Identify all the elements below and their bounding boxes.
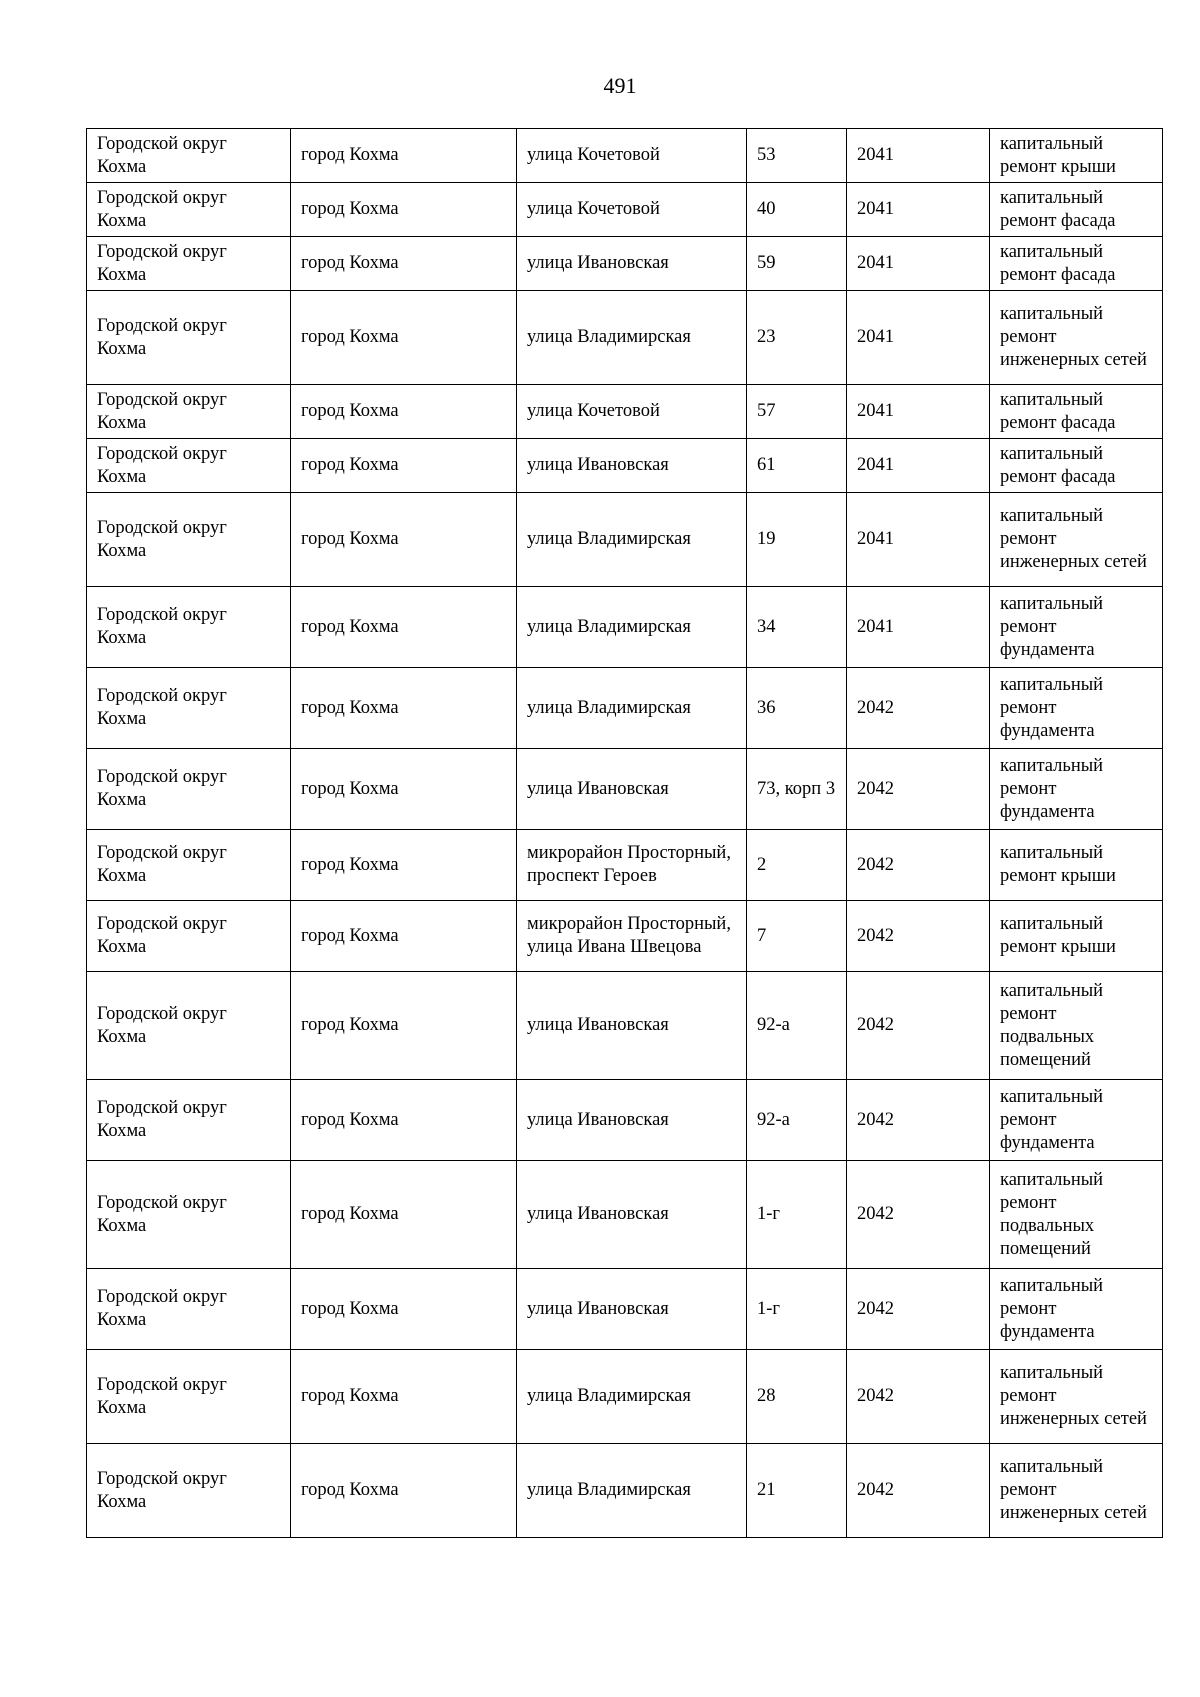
- house-cell: 23: [747, 291, 847, 385]
- house-cell: 73, корп 3: [747, 749, 847, 830]
- page-number: 491: [603, 73, 637, 98]
- street-cell: улица Владимирская: [517, 1350, 747, 1444]
- house-cell: 34: [747, 587, 847, 668]
- year-cell: 2041: [847, 587, 990, 668]
- house-cell: 36: [747, 668, 847, 749]
- house-cell: 40: [747, 183, 847, 237]
- city-cell: город Кохма: [291, 1444, 517, 1538]
- table-row: [87, 830, 1163, 901]
- district-cell: Городской округ Кохма: [87, 830, 291, 901]
- street-cell: улица Ивановская: [517, 972, 747, 1080]
- year-cell: 2042: [847, 1080, 990, 1161]
- district-cell: Городской округ Кохма: [87, 749, 291, 830]
- work-type-cell: капитальный ремонт фасада: [990, 183, 1163, 237]
- street-cell: улица Владимирская: [517, 1444, 747, 1538]
- table-row: [87, 1080, 1163, 1161]
- city-cell: город Кохма: [291, 1350, 517, 1444]
- district-cell: Городской округ Кохма: [87, 1444, 291, 1538]
- year-cell: 2042: [847, 1350, 990, 1444]
- street-cell: улица Ивановская: [517, 749, 747, 830]
- city-cell: город Кохма: [291, 129, 517, 183]
- house-cell: 28: [747, 1350, 847, 1444]
- house-cell: 59: [747, 237, 847, 291]
- city-cell: город Кохма: [291, 587, 517, 668]
- work-type-cell: капитальный ремонт фундамента: [990, 668, 1163, 749]
- district-cell: Городской округ Кохма: [87, 385, 291, 439]
- table-row: [87, 1444, 1163, 1538]
- city-cell: город Кохма: [291, 183, 517, 237]
- street-cell: улица Кочетовой: [517, 129, 747, 183]
- table-row: [87, 385, 1163, 439]
- work-type-cell: капитальный ремонт инженерных сетей: [990, 493, 1163, 587]
- street-cell: улица Владимирская: [517, 291, 747, 385]
- year-cell: 2042: [847, 668, 990, 749]
- city-cell: город Кохма: [291, 749, 517, 830]
- district-cell: Городской округ Кохма: [87, 493, 291, 587]
- city-cell: город Кохма: [291, 1080, 517, 1161]
- city-cell: город Кохма: [291, 668, 517, 749]
- table-row: [87, 291, 1163, 385]
- year-cell: 2041: [847, 493, 990, 587]
- work-type-cell: капитальный ремонт фундамента: [990, 587, 1163, 668]
- house-cell: 19: [747, 493, 847, 587]
- table-row: [87, 439, 1163, 493]
- work-type-cell: капитальный ремонт инженерных сетей: [990, 1444, 1163, 1538]
- work-type-cell: капитальный ремонт фасада: [990, 237, 1163, 291]
- table-row: [87, 668, 1163, 749]
- district-cell: Городской округ Кохма: [87, 1350, 291, 1444]
- table-body: [87, 129, 1163, 1538]
- house-cell: 53: [747, 129, 847, 183]
- year-cell: 2041: [847, 385, 990, 439]
- city-cell: город Кохма: [291, 439, 517, 493]
- table-row: [87, 183, 1163, 237]
- district-cell: Городской округ Кохма: [87, 1161, 291, 1269]
- house-cell: 61: [747, 439, 847, 493]
- city-cell: город Кохма: [291, 1269, 517, 1350]
- house-cell: 2: [747, 830, 847, 901]
- city-cell: город Кохма: [291, 1161, 517, 1269]
- table-row: [87, 129, 1163, 183]
- table-row: [87, 901, 1163, 972]
- work-type-cell: капитальный ремонт фундамента: [990, 749, 1163, 830]
- work-type-cell: капитальный ремонт инженерных сетей: [990, 1350, 1163, 1444]
- street-cell: улица Кочетовой: [517, 183, 747, 237]
- street-cell: улица Кочетовой: [517, 385, 747, 439]
- work-type-cell: капитальный ремонт фундамента: [990, 1080, 1163, 1161]
- work-type-cell: капитальный ремонт фасада: [990, 439, 1163, 493]
- year-cell: 2041: [847, 237, 990, 291]
- house-cell: 1-г: [747, 1269, 847, 1350]
- house-cell: 57: [747, 385, 847, 439]
- street-cell: улица Ивановская: [517, 1269, 747, 1350]
- city-cell: город Кохма: [291, 493, 517, 587]
- house-cell: 7: [747, 901, 847, 972]
- table-row: [87, 1269, 1163, 1350]
- table-row: [87, 587, 1163, 668]
- street-cell: улица Владимирская: [517, 493, 747, 587]
- district-cell: Городской округ Кохма: [87, 668, 291, 749]
- year-cell: 2041: [847, 439, 990, 493]
- work-type-cell: капитальный ремонт инженерных сетей: [990, 291, 1163, 385]
- table-row: [87, 749, 1163, 830]
- table-row: [87, 972, 1163, 1080]
- year-cell: 2042: [847, 1444, 990, 1538]
- district-cell: Городской округ Кохма: [87, 1080, 291, 1161]
- district-cell: Городской округ Кохма: [87, 1269, 291, 1350]
- year-cell: 2041: [847, 129, 990, 183]
- year-cell: 2041: [847, 291, 990, 385]
- year-cell: 2042: [847, 901, 990, 972]
- house-cell: 92-а: [747, 1080, 847, 1161]
- repair-schedule-table: [86, 128, 1163, 1538]
- year-cell: 2042: [847, 749, 990, 830]
- street-cell: микрорайон Просторный, улица Ивана Швецова: [517, 901, 747, 972]
- district-cell: Городской округ Кохма: [87, 237, 291, 291]
- district-cell: Городской округ Кохма: [87, 972, 291, 1080]
- house-cell: 21: [747, 1444, 847, 1538]
- work-type-cell: капитальный ремонт подвальных помещений: [990, 1161, 1163, 1269]
- street-cell: микрорайон Просторный, проспект Героев: [517, 830, 747, 901]
- table-row: [87, 237, 1163, 291]
- district-cell: Городской округ Кохма: [87, 129, 291, 183]
- street-cell: улица Ивановская: [517, 1161, 747, 1269]
- table-row: [87, 1350, 1163, 1444]
- work-type-cell: капитальный ремонт фасада: [990, 385, 1163, 439]
- work-type-cell: капитальный ремонт фундамента: [990, 1269, 1163, 1350]
- city-cell: город Кохма: [291, 385, 517, 439]
- city-cell: город Кохма: [291, 830, 517, 901]
- street-cell: улица Владимирская: [517, 587, 747, 668]
- year-cell: 2042: [847, 972, 990, 1080]
- street-cell: улица Ивановская: [517, 1080, 747, 1161]
- work-type-cell: капитальный ремонт крыши: [990, 129, 1163, 183]
- city-cell: город Кохма: [291, 972, 517, 1080]
- district-cell: Городской округ Кохма: [87, 587, 291, 668]
- table-row: [87, 493, 1163, 587]
- street-cell: улица Ивановская: [517, 439, 747, 493]
- street-cell: улица Владимирская: [517, 668, 747, 749]
- street-cell: улица Ивановская: [517, 237, 747, 291]
- work-type-cell: капитальный ремонт крыши: [990, 830, 1163, 901]
- district-cell: Городской округ Кохма: [87, 901, 291, 972]
- house-cell: 1-г: [747, 1161, 847, 1269]
- district-cell: Городской округ Кохма: [87, 291, 291, 385]
- city-cell: город Кохма: [291, 237, 517, 291]
- house-cell: 92-а: [747, 972, 847, 1080]
- table-row: [87, 1161, 1163, 1269]
- year-cell: 2042: [847, 830, 990, 901]
- year-cell: 2041: [847, 183, 990, 237]
- city-cell: город Кохма: [291, 291, 517, 385]
- work-type-cell: капитальный ремонт крыши: [990, 901, 1163, 972]
- district-cell: Городской округ Кохма: [87, 183, 291, 237]
- year-cell: 2042: [847, 1161, 990, 1269]
- city-cell: город Кохма: [291, 901, 517, 972]
- work-type-cell: капитальный ремонт подвальных помещений: [990, 972, 1163, 1080]
- year-cell: 2042: [847, 1269, 990, 1350]
- district-cell: Городской округ Кохма: [87, 439, 291, 493]
